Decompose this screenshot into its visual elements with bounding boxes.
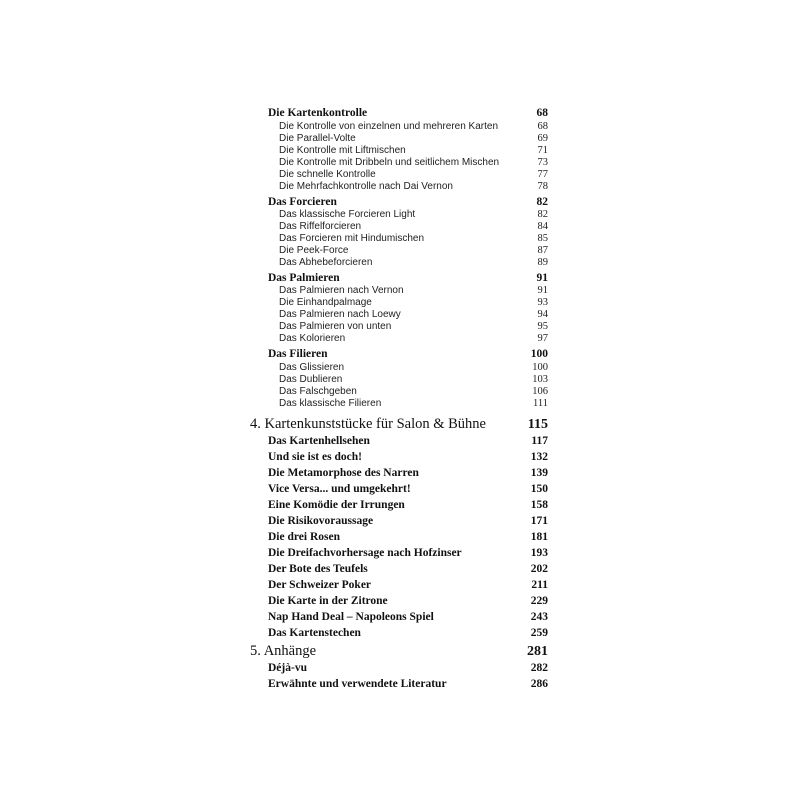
toc-subentry <box>279 221 548 232</box>
toc-chapter-page: 115 <box>527 417 548 432</box>
toc-subentry-title: Das klassische Forcieren Light <box>279 209 416 220</box>
toc-section-page: 100 <box>530 348 548 360</box>
toc-entry-page: 243 <box>530 611 548 623</box>
toc-subentry-page: 85 <box>537 233 548 244</box>
toc-entry-title: Der Schweizer Poker <box>268 579 372 591</box>
toc-subentry-title: Die Kontrolle von einzelnen und mehreren Karten <box>279 121 499 132</box>
toc-subentry <box>279 309 548 320</box>
toc-section-die-kartenkontrolle <box>268 107 548 119</box>
toc-entry-title: Und sie ist es doch! <box>268 451 362 463</box>
toc-subentry <box>279 398 548 409</box>
toc-entry-page: 229 <box>530 595 548 607</box>
table-of-contents <box>250 0 550 800</box>
toc-subentry <box>279 121 548 132</box>
toc-subentry-page: 89 <box>537 257 548 268</box>
toc-entry-title: Nap Hand Deal – Napoleons Spiel <box>268 611 434 623</box>
toc-subentry-page: 87 <box>537 245 548 256</box>
toc-section-page: 82 <box>536 196 548 208</box>
toc-chapter-page: 281 <box>527 644 548 659</box>
toc-entry <box>268 627 548 639</box>
toc-subentry-page: 82 <box>537 209 548 220</box>
toc-subentry-title: Die Peek-Force <box>279 245 349 256</box>
toc-entry <box>268 678 548 690</box>
toc-subentry-page: 77 <box>537 169 548 180</box>
toc-section-title: Das Filieren <box>268 348 328 360</box>
toc-subentry-page: 73 <box>537 157 548 168</box>
toc-subentry-page: 91 <box>537 285 548 296</box>
toc-subentry-title: Die Kontrolle mit Liftmischen <box>279 145 406 156</box>
toc-subentry-title: Das Palmieren nach Loewy <box>279 309 401 320</box>
toc-entry <box>268 483 548 495</box>
toc-subentry <box>279 181 548 192</box>
toc-section-das-palmieren <box>268 272 548 284</box>
toc-subentry <box>279 157 548 168</box>
toc-chapter-4 <box>250 416 548 433</box>
toc-entry-page: 158 <box>530 499 548 511</box>
toc-subentry-page: 94 <box>537 309 548 320</box>
toc-subentry-title: Das Palmieren von unten <box>279 321 392 332</box>
toc-subentry-title: Das Abhebeforcieren <box>279 257 373 268</box>
toc-subentry-title: Das Dublieren <box>279 374 343 385</box>
toc-subentry <box>279 297 548 308</box>
toc-entry-title: Die drei Rosen <box>268 531 340 543</box>
toc-entry-page: 181 <box>530 531 548 543</box>
toc-entry <box>268 595 548 607</box>
toc-subentry-page: 69 <box>537 133 548 144</box>
toc-entry-page: 286 <box>530 678 548 690</box>
toc-entry-page: 202 <box>530 563 548 575</box>
toc-entry-page: 211 <box>531 579 548 591</box>
toc-subentry <box>279 245 548 256</box>
toc-subentry <box>279 386 548 397</box>
toc-entry-title: Erwähnte und verwendete Literatur <box>268 678 447 690</box>
toc-subentry-title: Die schnelle Kontrolle <box>279 169 376 180</box>
toc-entry-page: 282 <box>530 662 548 674</box>
toc-entry <box>268 547 548 559</box>
toc-entry <box>268 662 548 674</box>
toc-entry <box>268 531 548 543</box>
toc-subentry <box>279 209 548 220</box>
toc-entry <box>268 499 548 511</box>
toc-section-das-filieren <box>268 348 548 360</box>
toc-subentry <box>279 133 548 144</box>
toc-entry <box>268 611 548 623</box>
toc-subentry <box>279 374 548 385</box>
toc-entry <box>268 435 548 447</box>
toc-chapter-title: 4. Kartenkunststücke für Salon & Bühne <box>250 416 486 432</box>
toc-entry-title: Das Kartenstechen <box>268 627 361 639</box>
toc-section-das-forcieren <box>268 196 548 208</box>
toc-subentry <box>279 285 548 296</box>
toc-subentry-page: 78 <box>537 181 548 192</box>
toc-subentry-page: 93 <box>537 297 548 308</box>
toc-chapter-title: 5. Anhänge <box>250 643 317 659</box>
toc-subentry-title: Die Kontrolle mit Dribbeln und seitlichem Mischen <box>279 157 500 168</box>
toc-entry-title: Die Metamorphose des Narren <box>268 467 419 479</box>
toc-subentry <box>279 321 548 332</box>
toc-subentry-page: 97 <box>537 333 548 344</box>
toc-entry <box>268 579 548 591</box>
toc-entry-title: Der Bote des Teufels <box>268 563 368 575</box>
toc-subentry-title: Das Riffelforcieren <box>279 221 362 232</box>
toc-subentry <box>279 362 548 373</box>
toc-subentry-page: 71 <box>537 145 548 156</box>
toc-entry-title: Eine Komödie der Irrungen <box>268 499 405 511</box>
toc-subentry-title: Das Glissieren <box>279 362 345 373</box>
toc-entry-page: 139 <box>530 467 548 479</box>
toc-entry <box>268 451 548 463</box>
toc-entry <box>268 563 548 575</box>
toc-section-page: 68 <box>536 107 548 119</box>
toc-subentry <box>279 257 548 268</box>
toc-entry-title: Das Kartenhellsehen <box>268 435 370 447</box>
toc-entry-title: Die Dreifachvorhersage nach Hofzinser <box>268 547 462 559</box>
toc-entry-title: Vice Versa... und umgekehrt! <box>268 483 411 495</box>
toc-subentry-page: 100 <box>532 362 548 373</box>
toc-section-title: Das Forcieren <box>268 196 337 208</box>
toc-entry-page: 193 <box>530 547 548 559</box>
toc-subentry-title: Das klassische Filieren <box>279 398 382 409</box>
toc-entry-page: 259 <box>530 627 548 639</box>
toc-subentry-page: 84 <box>537 221 548 232</box>
toc-entry-page: 117 <box>531 435 548 447</box>
toc-subentry-page: 103 <box>532 374 548 385</box>
toc-section-page: 91 <box>536 272 548 284</box>
toc-subentry-page: 106 <box>532 386 548 397</box>
toc-subentry-title: Das Falschgeben <box>279 386 357 397</box>
toc-entry-page: 171 <box>530 515 548 527</box>
toc-subentry <box>279 169 548 180</box>
toc-subentry <box>279 145 548 156</box>
toc-subentry <box>279 233 548 244</box>
toc-subentry-title: Die Mehrfachkontrolle nach Dai Vernon <box>279 181 453 192</box>
toc-subentry-title: Die Parallel-Volte <box>279 133 356 144</box>
toc-entry <box>268 515 548 527</box>
toc-entry-page: 150 <box>530 483 548 495</box>
toc-subentry-title: Das Palmieren nach Vernon <box>279 285 404 296</box>
toc-entry-title: Die Risikovoraussage <box>268 515 374 527</box>
toc-entry-title: Die Karte in der Zitrone <box>268 595 388 607</box>
toc-entry-title: Déjà-vu <box>268 662 307 674</box>
toc-subentry-title: Das Kolorieren <box>279 333 346 344</box>
toc-entry-page: 132 <box>530 451 548 463</box>
toc-chapter-5 <box>250 643 548 660</box>
toc-subentry <box>279 333 548 344</box>
toc-subentry-page: 95 <box>537 321 548 332</box>
toc-subentry-page: 68 <box>537 121 548 132</box>
toc-subentry-title: Das Forcieren mit Hindumischen <box>279 233 425 244</box>
toc-subentry-page: 111 <box>533 398 548 409</box>
toc-subentry-title: Die Einhandpalmage <box>279 297 372 308</box>
toc-entry <box>268 467 548 479</box>
toc-section-title: Die Kartenkontrolle <box>268 107 368 119</box>
toc-section-title: Das Palmieren <box>268 272 340 284</box>
